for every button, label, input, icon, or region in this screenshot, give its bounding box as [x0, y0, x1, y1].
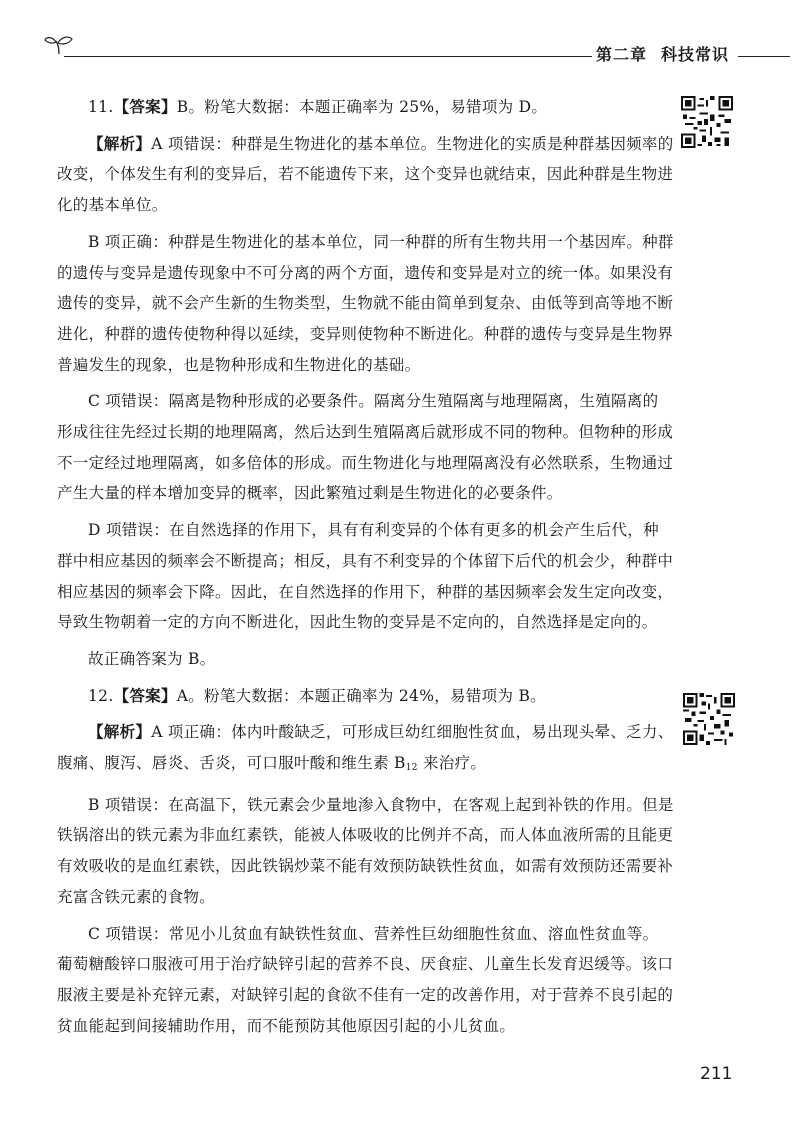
- chapter-heading: [596, 42, 743, 65]
- q11-analysis-tag: 【解析】: [88, 134, 152, 153]
- q11-answer-tag: 【答案】: [113, 98, 177, 116]
- q12-analysis-tag: 【解析】: [88, 723, 152, 742]
- q12-answer-text: A。粉笔大数据：本题正确率为 24%，易错项为 B。: [176, 686, 546, 705]
- q11-conclusion: 故正确答案为 B。: [88, 649, 216, 668]
- q12-analysis: [57, 717, 674, 783]
- chapter-number: 第二章: [596, 45, 648, 64]
- leaf-sprout-icon: [44, 34, 74, 56]
- q12-answer: [57, 681, 674, 712]
- qr-code-q12[interactable]: [683, 693, 735, 745]
- q11-option-c: C 项错误：隔离是物种形成的必要条件。隔离分生殖隔离与地理隔离，生殖隔离的形成往往先经过长期的地理隔离，然后达到生殖隔离后就形成不同的物种。但物种的形成不一定经过地理隔离，如多倍体的形成。而生物进化与地理隔离没有必然联系，生物通过产生大量的样本增加变异的概率，因此繁殖过剩是生物进化的必要条件。: [57, 392, 674, 503]
- chapter-topic: 科技常识: [661, 45, 730, 64]
- q11-analysis: [57, 129, 674, 221]
- page-content: [57, 92, 674, 1047]
- q12-option-c: C 项错误：常见小儿贫血有缺铁性贫血、营养性巨幼细胞性贫血、溶血性贫血等。葡萄糖酸锌口服液可用于治疗缺锌引起的营养不良、厌食症、儿童生长发育迟缓等。该口服液主要是补充锌元素，对缺锌引起的食欲不佳有一定的改善作用，对于营养不良引起的贫血能起到间接辅助作用，而不能预防其他原因引起的小儿贫血。: [57, 924, 674, 1035]
- q12-number: 12.: [88, 686, 114, 705]
- q12-analysis-text: A 项正确：体内叶酸缺乏，可形成巨幼红细胞性贫血，易出现头晕、乏力、腹痛、腹泻、唇炎、舌炎，可口服叶酸和维生素 B: [57, 723, 674, 773]
- q11-analysis-text: A 项错误：种群是生物进化的基本单位。生物进化的实质是种群基因频率的改变，个体发生有利的变异后，若不能遗传下来，这个变异也就结束，因此种群是生物进化的基本单位。: [57, 134, 674, 215]
- q12-option-b: B 项错误：在高温下，铁元素会少量地渗入食物中，在客观上起到补铁的作用。但是铁锅溶出的铁元素为非血红素铁，能被人体吸收的比例并不高，而人体血液所需的且能更有效吸收的是血红素铁，因此铁锅炒菜不能有效预防缺铁性贫血，如需有效预防还需要补充富含铁元素的食物。: [57, 795, 674, 906]
- q11-answer: [57, 92, 674, 123]
- q12-analysis-text-end: 来治疗。: [417, 754, 487, 773]
- q11-answer-text: B。粉笔大数据：本题正确率为 25%，易错项为 D。: [176, 98, 548, 116]
- header-rule-left: [64, 56, 592, 57]
- q11-option-d: D 项错误：在自然选择的作用下，具有有利变异的个体有更多的机会产生后代，种群中相应基因的频率会不断提高；相反，具有不利变异的个体留下后代的机会少，种群中相应基因的频率会下降。因此，在自然选择的作用下，种群的基因频率会发生定向改变，导致生物朝着一定的方向不断进化，因此生物的变异是不定向的，自然选择是定向的。: [57, 521, 674, 632]
- q11-number: 11.: [88, 98, 114, 116]
- vitamin-subscript: 12: [405, 763, 418, 774]
- qr-code-q11[interactable]: [681, 96, 733, 148]
- q12-answer-tag: 【答案】: [113, 686, 177, 705]
- page-number: 211: [700, 1064, 733, 1084]
- header-rule-right: [738, 56, 790, 57]
- q11-option-b: B 项正确：种群是生物进化的基本单位，同一种群的所有生物共用一个基因库。种群的遗传与变异是遗传现象中不可分离的两个方面，遗传和变异是对立的统一体。如果没有遗传的变异，就不会产生新的生物类型，生物就不能由简单到复杂、由低等到高等地不断进化，种群的遗传使物种得以延续，变异则使物种不断进化。种群的遗传与变异是生物界普遍发生的现象，也是物种形成和生物进化的基础。: [57, 232, 674, 374]
